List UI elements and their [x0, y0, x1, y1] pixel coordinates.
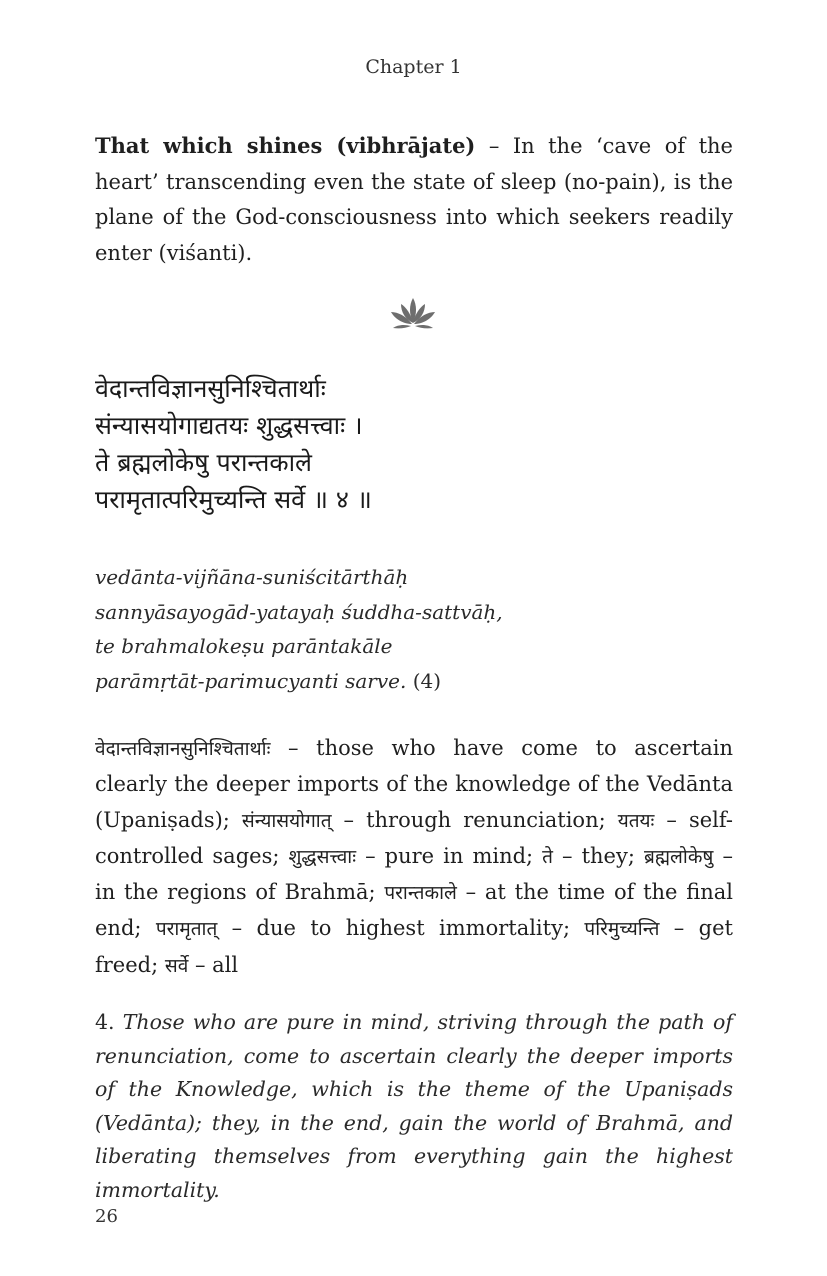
gloss-word: परामृतात्	[155, 918, 218, 941]
transliteration	[95, 560, 733, 698]
translit-line: parāmṛtāt-parimucyanti sarve.	[95, 668, 407, 693]
verse-line: परामृतात्परिमुच्यन्ति सर्वे ॥ ४ ॥	[95, 485, 372, 514]
gloss-word: वेदान्तविज्ञानसुनिश्चितार्थाः	[95, 738, 271, 760]
verse-line: ते ब्रह्मलोकेषु परान्तकाले	[95, 448, 312, 477]
gloss-meaning: – get freed;	[95, 916, 733, 977]
translation-number: 4.	[95, 1010, 123, 1034]
sanskrit-verse	[95, 370, 733, 518]
lotus-icon	[389, 296, 437, 330]
commentary-paragraph	[95, 128, 733, 271]
gloss-meaning: – through renunciation;	[331, 807, 618, 832]
gloss-meaning: – due to highest immortality;	[217, 916, 585, 941]
verse-number: (4)	[406, 668, 442, 693]
translit-line: vedānta-vijñāna-suniścitārthāḥ	[95, 565, 409, 589]
gloss-meaning: – self-controlled sages;	[95, 807, 733, 868]
verse-line: संन्यासयोगाद्यतयः शुद्धसत्त्वाः ।	[95, 411, 363, 440]
commentary-term: That which shines (vibhrājate)	[95, 133, 476, 158]
gloss-meaning: – at the time of the final end;	[95, 880, 733, 941]
word-gloss	[95, 731, 733, 984]
gloss-word: सर्वे	[164, 954, 189, 977]
gloss-word: परान्तकाले	[384, 882, 457, 905]
translation-text: Those who are pure in mind, striving through the path of renunciation, come to ascertain clearly the deeper imports of the Knowledge, which is the theme of the Upaniṣads (Vedānta); they, in the end, gain the world of Brahmā, and liberating themselves from everything gain the highest immortality.	[95, 1010, 733, 1202]
translit-line: te brahmalokeṣu parāntakāle	[95, 634, 393, 658]
translation-paragraph	[95, 1006, 733, 1207]
gloss-meaning: – in the regions of Brahmā;	[95, 843, 733, 905]
gloss-word: संन्यासयोगात्	[241, 809, 332, 832]
running-head: Chapter 1	[365, 56, 462, 78]
gloss-word: शुद्धसत्त्वाः	[288, 845, 357, 868]
gloss-meaning: – pure in mind;	[356, 843, 543, 868]
commentary-text: – In the ‘cave of the heart’ transcending even the state of sleep (no-pain), is the plane of the God-consciousness into which seekers readily enter (viśanti).	[95, 134, 733, 265]
gloss-word: ते	[542, 845, 553, 868]
gloss-word: यतयः	[617, 809, 655, 832]
gloss-word: परिमुच्यन्ति	[584, 918, 660, 941]
gloss-meaning: – they;	[553, 843, 644, 868]
gloss-word: ब्रह्मलोकेषु	[643, 845, 714, 868]
page-number: 26	[95, 1206, 118, 1227]
translit-line: sannyāsayogād-yatayaḥ śuddha-sattvāḥ,	[95, 599, 503, 624]
gloss-meaning: – those who have come to ascertain clearly the deeper imports of the knowledge of the Vedānta (Upaniṣads);	[95, 736, 733, 832]
gloss-meaning: – all	[188, 952, 239, 977]
verse-line: वेदान्तविज्ञानसुनिश्चितार्थाः	[95, 374, 326, 403]
